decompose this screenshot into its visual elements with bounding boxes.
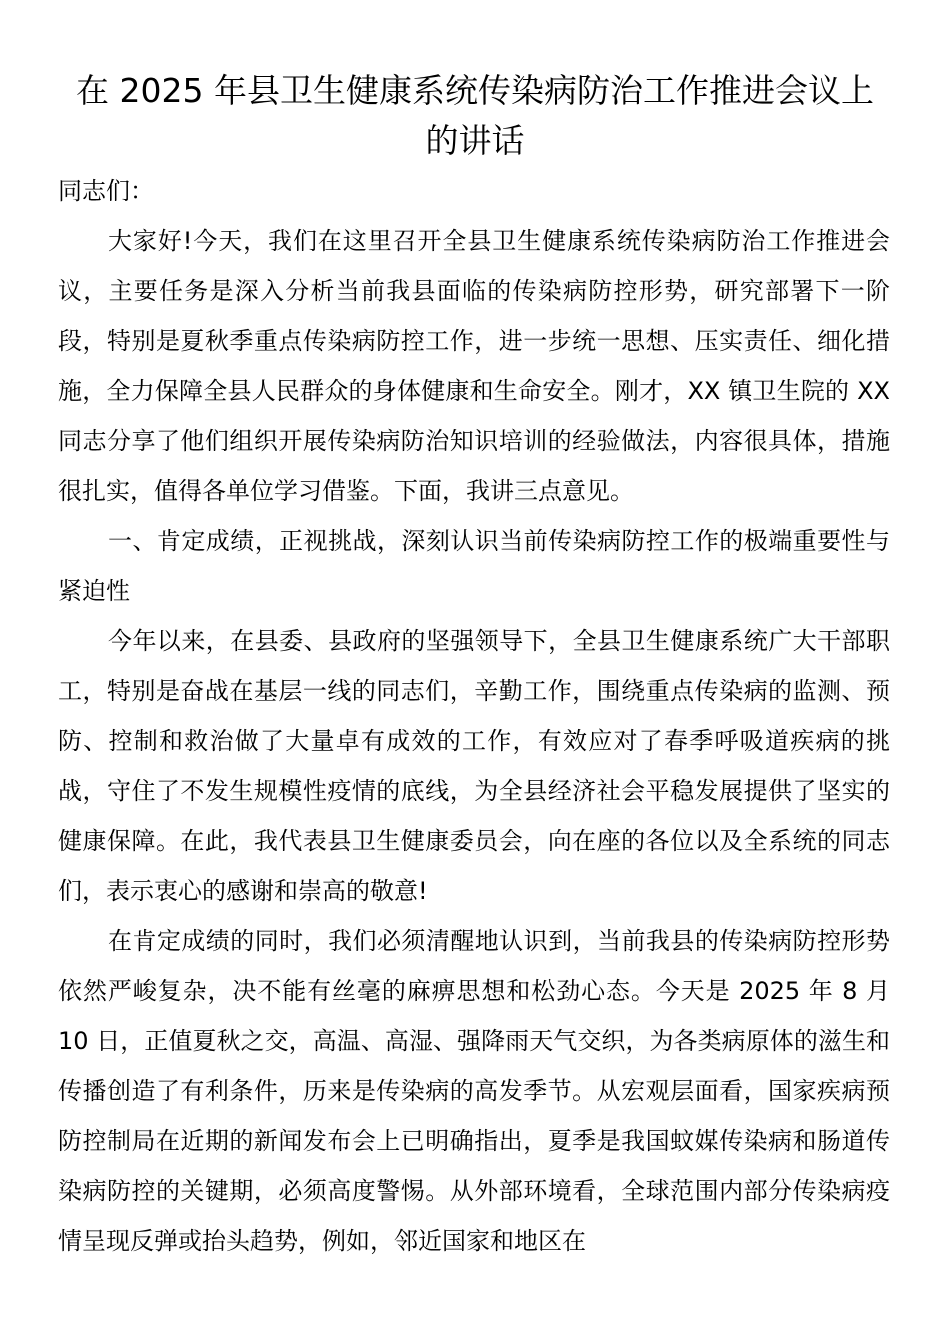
- document-body: [58, 166, 890, 1266]
- achievements-paragraph: 今年以来，在县委、县政府的坚强领导下，全县卫生健康系统广大干部职工，特别是奋战在基层一线的同志们，辛勤工作，围绕重点传染病的监测、预防、控制和救治做了大量卓有成效的工作，有效应对了春季呼吸道疾病的挑战，守住了不发生规模性疫情的底线，为全县经济社会平稳发展提供了坚实的健康保障。在此，我代表县卫生健康委员会，向在座的各位以及全系统的同志们，表示衷心的感谢和崇高的敬意!: [58, 627, 890, 905]
- section-heading-one: 一、肯定成绩，正视挑战，深刻认识当前传染病防控工作的极端重要性与紧迫性: [58, 527, 890, 605]
- document-title: 在 2025 年县卫生健康系统传染病防治工作推进会议上的讲话: [76, 71, 874, 160]
- challenges-paragraph: 在肯定成绩的同时，我们必须清醒地认识到，当前我县的传染病防控形势依然严峻复杂，决不能有丝毫的麻痹思想和松劲心态。今天是 2025 年 8 月 10 日，正值夏秋之交，高温、高湿、强降雨天气交织，为各类病原体的滋生和传播创造了有利条件，历来是传染病的高发季节。从宏观层面看，国家疾病预防控制局在近期的新闻发布会上已明确指出，夏季是我国蚊媒传染病和肠道传染病防控的关键期，必须高度警惕。从外部环境看，全球范围内部分传染病疫情呈现反弹或抬头趋势，例如，邻近国家和地区在: [58, 927, 890, 1255]
- opening-paragraph: 大家好!今天，我们在这里召开全县卫生健康系统传染病防治工作推进会议，主要任务是深入分析当前我县面临的传染病防控形势，研究部署下一阶段，特别是夏秋季重点传染病防控工作，进一步统一思想、压实责任、细化措施，全力保障全县人民群众的身体健康和生命安全。刚才，XX 镇卫生院的 XX 同志分享了他们组织开展传染病防治知识培训的经验做法，内容很具体，措施很扎实，值得各单位学习借鉴。下面，我讲三点意见。: [58, 227, 890, 505]
- salutation: 同志们：: [58, 177, 154, 205]
